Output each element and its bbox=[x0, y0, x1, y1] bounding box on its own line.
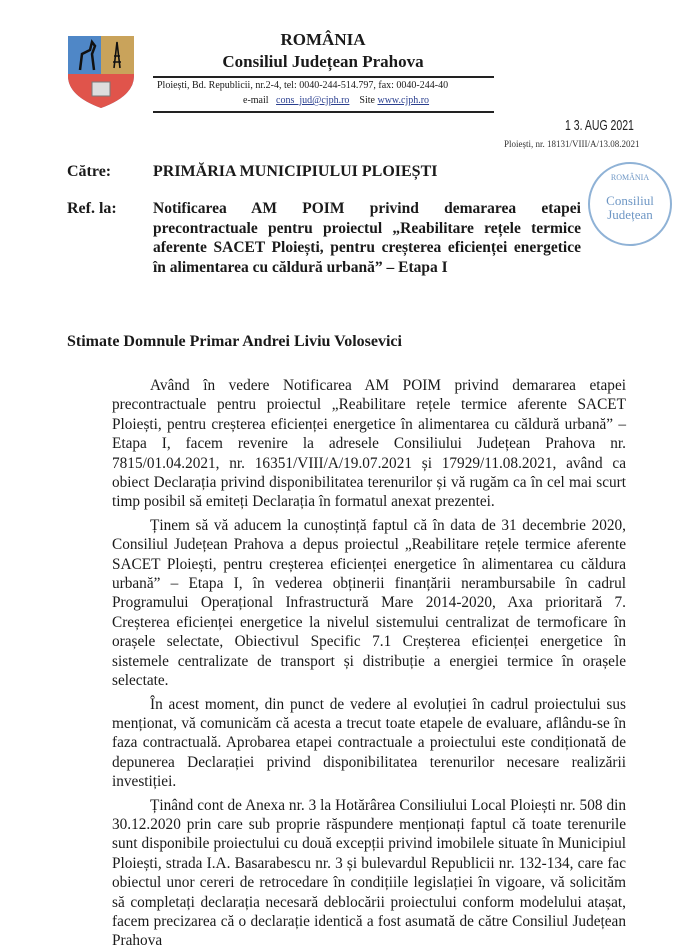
registration-number: Ploiești, nr. 18131/VIII/A/13.08.2021 bbox=[504, 139, 640, 149]
header-country: ROMÂNIA bbox=[280, 30, 366, 49]
site-label: Site bbox=[359, 95, 375, 106]
seal-top: ROMÂNIA bbox=[610, 173, 650, 182]
header-address: Ploiești, Bd. Republicii, nr.2-4, tel: 0040-244-514.797, fax: 0040-244-40 bbox=[157, 80, 449, 91]
header-institution: Consiliul Județean Prahova bbox=[222, 52, 424, 71]
paragraph: În acest moment, din punct de vedere al evoluției în cadrul proiectului sus menționat, vă comunicăm că acesta a trecut toate etapele de evaluare, aflându-se în faza contractuală. Aprobarea etapei contractuale a proiectului este condiționată de depunerea Declarației privind disponibilitatea terenurilor necesare realizării investiției. bbox=[112, 695, 626, 791]
ref-subject: Notificarea AM POIM privind demararea etapei precontractuale pentru proiectul „Reabilitare rețele termice aferente SACET Ploiești, pentru creșterea eficienței energetice în alimentarea cu căldură urbană” – Etapa I bbox=[153, 200, 581, 276]
coat-of-arms-logo bbox=[68, 36, 134, 108]
email-link[interactable]: cons_jud@cjph.ro bbox=[276, 95, 350, 106]
to-label: Către: bbox=[67, 163, 112, 180]
header-contact bbox=[243, 95, 429, 107]
date-stamp: 1 3. AUG 2021 bbox=[565, 117, 634, 134]
letter-body bbox=[112, 376, 626, 951]
site-link[interactable]: www.cjph.ro bbox=[377, 95, 430, 106]
paragraph: Ținem să vă aducem la cunoștință faptul că în data de 31 decembrie 2020, Consiliul Județean Prahova a depus proiectul „Reabilitare rețele termice aferente SACET Ploiești, pentru creșterea eficienței energetice în alimentarea cu căldura urbană” – Etapa I, în vederea obținerii finanțării nerambursabile în cadrul Programului Operațional Infrastructură Mare 2014-2020, Axa prioritară 7. Creșterea eficienței energetice la nivelul sistemului centralizat de termoficare în orașele selectate, Obiectivul Specific 7.1 Creșterea eficienței energetice în sistemele centralizate de transport și distribuție a energiei termice în orașele selectate. bbox=[112, 516, 626, 690]
paragraph: Având în vedere Notificarea AM POIM privind demararea etapei precontractuale pentru proiectul „Reabilitare rețele termice aferente SACET Ploiești, pentru creșterea eficienței energetice în alimentarea cu căldură urbană” – Etapa I, facem revenire la adresele Consiliului Județean Prahova nr. 7815/01.04.2021, nr. 16351/VIII/A/19.07.2021 și 17929/11.08.2021, având ca obiect Declarația privind disponibilitatea terenurilor și vă rugăm ca în cel mai scurt timp posibil să emiteți Declarația în formatul anexat prezentei. bbox=[112, 377, 626, 511]
email-label: e-mail bbox=[243, 95, 269, 106]
salutation: Stimate Domnule Primar Andrei Liviu Volosevici bbox=[67, 333, 402, 350]
header-rule-top bbox=[153, 76, 494, 78]
official-seal bbox=[588, 162, 672, 246]
to-recipient: PRIMĂRIA MUNICIPIULUI PLOIEȘTI bbox=[153, 163, 438, 180]
header-rule-bottom bbox=[153, 111, 494, 113]
ref-label: Ref. la: bbox=[67, 200, 117, 217]
seal-center: Consiliul Județean bbox=[606, 193, 654, 222]
paragraph: Ținând cont de Anexa nr. 3 la Hotărârea Consiliului Local Ploiești nr. 508 din 30.12.2020 prin care sub proprie răspundere menționați faptul că toate terenurile sunt disponibile proiectului cu două excepții privind imobilele situate în Municipiul Ploiești, strada I.A. Basarabescu nr. 3 și bulevardul Republicii nr. 132-134, care fac obiectul unor cereri de retrocedare în condițiile legislației în vigoare, vă solicităm să completați declarația necesară deblocării proiectului conform modelului atașat, facem precizarea că o declarație identică a fost asumată de către Consiliul Județean Prahova bbox=[112, 796, 626, 950]
